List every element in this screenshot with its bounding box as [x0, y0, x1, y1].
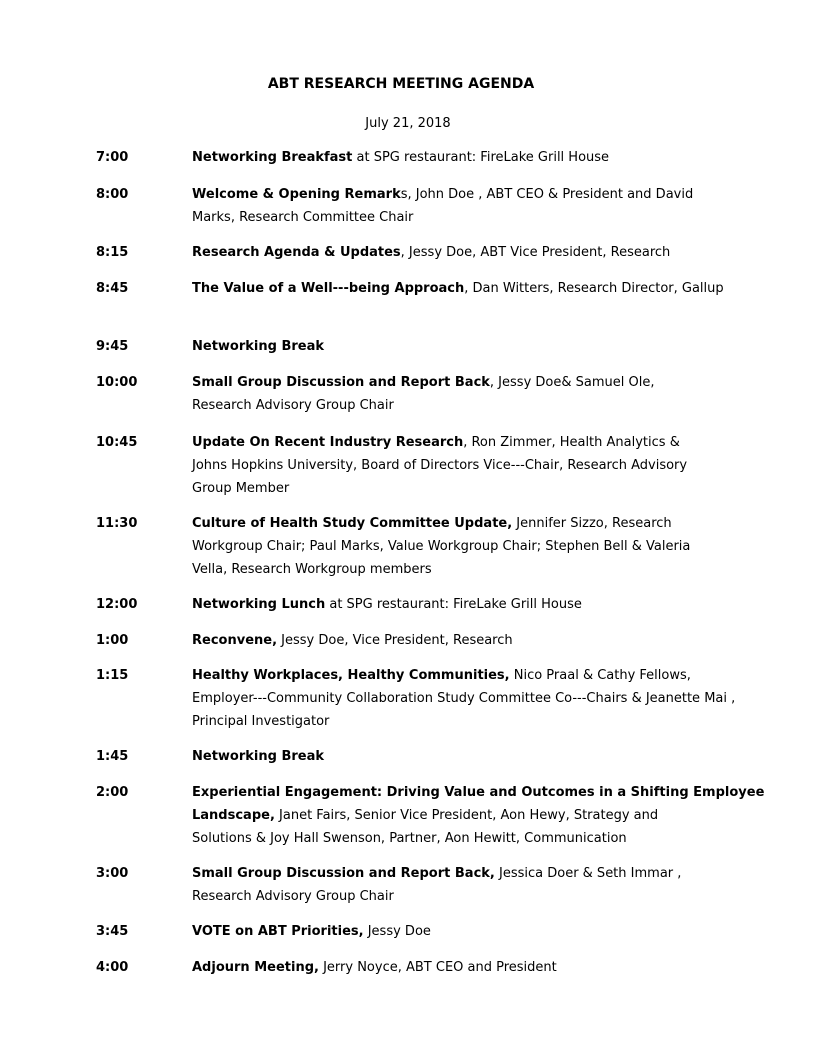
- agenda-line: [192, 885, 727, 908]
- agenda-session-details: Research Advisory Group Chair: [192, 398, 394, 413]
- agenda-description: [192, 183, 727, 229]
- agenda-line: [192, 862, 727, 885]
- agenda-description: [192, 629, 727, 652]
- agenda-session-title: Small Group Discussion and Report Back,: [192, 866, 495, 881]
- agenda-session-title: Small Group Discussion and Report Back: [192, 375, 490, 390]
- agenda-session-title: Reconvene,: [192, 633, 278, 648]
- agenda-time: 8:15: [96, 245, 129, 260]
- agenda-time: 8:00: [96, 187, 129, 202]
- agenda-session-details: Vella, Research Workgroup members: [192, 562, 432, 577]
- agenda-line: [192, 920, 727, 943]
- agenda-session-details: , Jessy Doe, ABT Vice President, Research: [400, 245, 671, 260]
- agenda-time: 1:45: [96, 749, 129, 764]
- agenda-session-details: Group Member: [192, 481, 290, 496]
- agenda-session-title: Healthy Workplaces, Healthy Communities,: [192, 668, 510, 683]
- agenda-session-title: The Value of a Well---being Approach: [192, 281, 465, 296]
- document-title: ABT RESEARCH MEETING AGENDA: [267, 76, 535, 92]
- agenda-session-title: Culture of Health Study Committee Update,: [192, 516, 513, 531]
- agenda-session-details: Jerry Noyce, ABT CEO and President: [318, 960, 557, 975]
- agenda-description: [192, 241, 727, 264]
- agenda-session-details: , Dan Witters, Research Director, Gallup: [464, 281, 724, 296]
- agenda-line: [192, 394, 727, 417]
- agenda-description: [192, 664, 736, 733]
- agenda-description: [192, 431, 727, 500]
- agenda-session-details: Janet Fairs, Senior Vice President, Aon Hewy, Strategy and: [274, 808, 659, 823]
- agenda-time: 8:45: [96, 281, 129, 296]
- agenda-line: [192, 664, 727, 687]
- agenda-line: [192, 183, 727, 206]
- agenda-session-details: Jessica Doer & Seth Immar ,: [494, 866, 682, 881]
- agenda-session-title: VOTE on ABT Priorities,: [192, 924, 364, 939]
- agenda-line: [192, 371, 727, 394]
- agenda-line: [192, 956, 727, 979]
- agenda-line: [192, 454, 727, 477]
- agenda-time: 3:45: [96, 924, 129, 939]
- agenda-session-details: Jennifer Sizzo, Research: [512, 516, 672, 531]
- agenda-description: [192, 335, 727, 358]
- agenda-session-details: Workgroup Chair; Paul Marks, Value Workgroup Chair; Stephen Bell & Valeria: [192, 539, 691, 554]
- agenda-session-title: Research Agenda & Updates: [192, 245, 401, 260]
- agenda-time: 1:15: [96, 668, 129, 683]
- agenda-session-title: Adjourn Meeting,: [192, 960, 319, 975]
- agenda-session-title: Landscape,: [192, 808, 275, 823]
- agenda-line: [192, 512, 727, 535]
- agenda-session-details: Solutions & Joy Hall Swenson, Partner, Aon Hewitt, Communication: [192, 831, 627, 846]
- agenda-line: [192, 593, 727, 616]
- agenda-time: 2:00: [96, 785, 129, 800]
- agenda-line: [192, 146, 727, 169]
- agenda-line: [192, 827, 727, 850]
- agenda-session-details: at SPG restaurant: FireLake Grill House: [352, 150, 610, 165]
- agenda-line: [192, 535, 727, 558]
- agenda-session-details: Jessy Doe: [363, 924, 431, 939]
- agenda-session-title: Networking Breakfast: [192, 150, 353, 165]
- agenda-session-title: Welcome & Opening Remark: [192, 187, 401, 202]
- agenda-line: [192, 206, 727, 229]
- agenda-time: 4:00: [96, 960, 129, 975]
- agenda-line: [192, 477, 727, 500]
- agenda-line: [192, 431, 727, 454]
- agenda-session-details: Marks, Research Committee Chair: [192, 210, 414, 225]
- agenda-session-details: Nico Praal & Cathy Fellows,: [509, 668, 691, 683]
- agenda-time: 10:00: [96, 375, 138, 390]
- agenda-session-details: s, John Doe , ABT CEO & President and David: [400, 187, 694, 202]
- agenda-description: [192, 146, 727, 169]
- agenda-time: 10:45: [96, 435, 138, 450]
- agenda-line: [192, 781, 765, 804]
- agenda-line: [192, 241, 727, 264]
- agenda-time: 3:00: [96, 866, 129, 881]
- agenda-session-details: , Jessy Doe& Samuel Ole,: [489, 375, 655, 390]
- agenda-time: 9:45: [96, 339, 129, 354]
- agenda-description: [192, 277, 727, 300]
- agenda-description: [192, 593, 727, 616]
- agenda-session-details: Employer---Community Collaboration Study Committee Co---Chairs & Jeanette Mai ,: [192, 691, 736, 706]
- agenda-description: [192, 920, 727, 943]
- agenda-description: [192, 371, 727, 417]
- agenda-session-details: Principal Investigator: [192, 714, 330, 729]
- agenda-line: [192, 277, 727, 300]
- agenda-description: [192, 745, 727, 768]
- agenda-description: [192, 956, 727, 979]
- agenda-time: 12:00: [96, 597, 138, 612]
- agenda-line: [192, 558, 727, 581]
- agenda-time: 1:00: [96, 633, 129, 648]
- agenda-session-details: Research Advisory Group Chair: [192, 889, 394, 904]
- agenda-description: [192, 512, 727, 581]
- agenda-line: [192, 710, 727, 733]
- agenda-time: 7:00: [96, 150, 129, 165]
- agenda-session-details: , Ron Zimmer, Health Analytics &: [463, 435, 680, 450]
- agenda-line: [192, 804, 727, 827]
- agenda-line: [192, 745, 727, 768]
- agenda-session-details: Johns Hopkins University, Board of Directors Vice---Chair, Research Advisory: [192, 458, 688, 473]
- agenda-description: [192, 862, 727, 908]
- agenda-time: 11:30: [96, 516, 138, 531]
- agenda-session-details: Jessy Doe, Vice President, Research: [277, 633, 513, 648]
- agenda-session-title: Networking Break: [192, 749, 325, 764]
- agenda-session-title: Update On Recent Industry Research: [192, 435, 464, 450]
- agenda-line: [192, 687, 736, 710]
- document-date: July 21, 2018: [365, 116, 451, 131]
- agenda-session-details: at SPG restaurant: FireLake Grill House: [325, 597, 582, 612]
- agenda-session-title: Networking Lunch: [192, 597, 326, 612]
- agenda-line: [192, 629, 727, 652]
- agenda-session-title: Networking Break: [192, 339, 325, 354]
- agenda-session-title: Experiential Engagement: Driving Value and Outcomes in a Shifting Employee: [192, 785, 765, 800]
- agenda-line: [192, 335, 727, 358]
- agenda-description: [192, 781, 765, 850]
